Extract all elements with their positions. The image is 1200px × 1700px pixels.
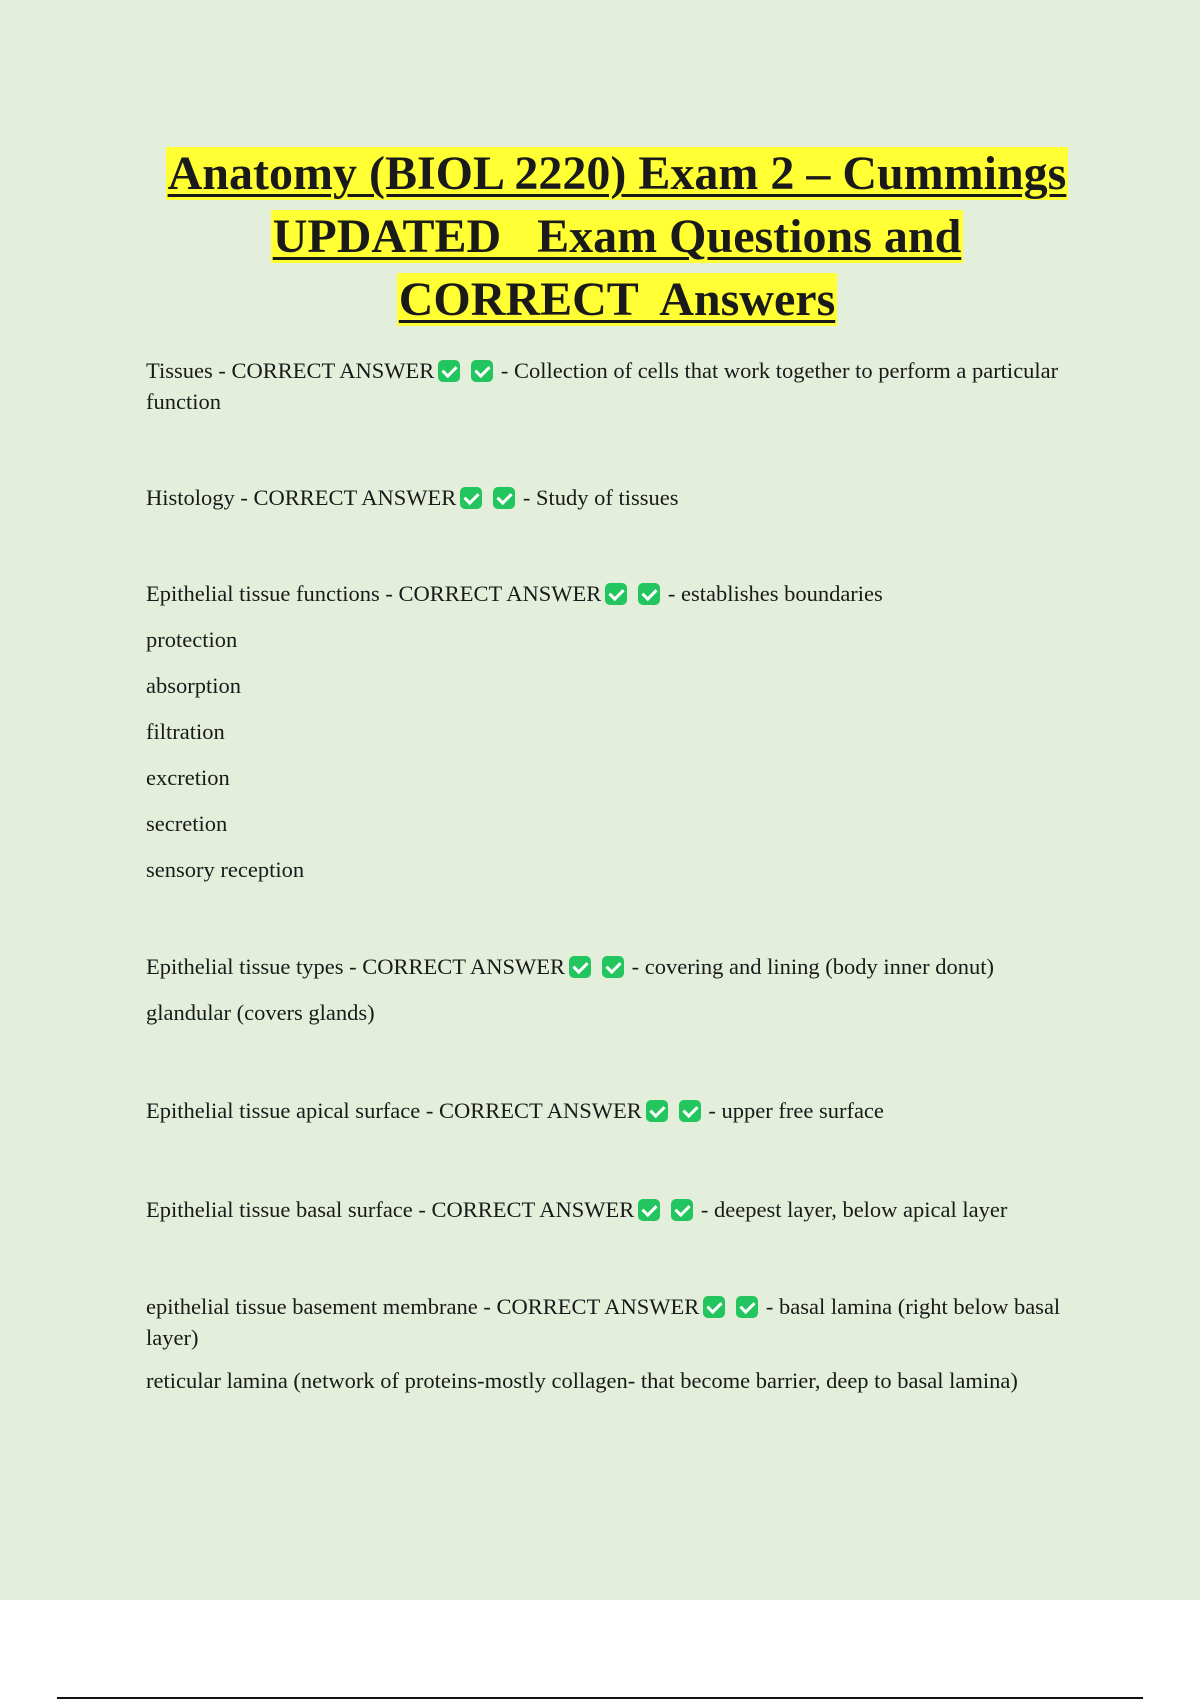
answer-extra-line: protection xyxy=(146,627,238,652)
answer-extra-line: glandular (covers glands) xyxy=(146,1000,375,1025)
question-term: Tissues xyxy=(146,358,213,383)
check-mark-icon xyxy=(671,1199,693,1221)
answer-marker: CORRECT ANSWER xyxy=(253,485,457,510)
answer-text: establishes boundaries xyxy=(680,581,883,606)
answer-text: upper free surface xyxy=(721,1098,884,1123)
answer-extra-line: absorption xyxy=(146,673,241,698)
qa-entry-apical-surface xyxy=(146,1095,1096,1126)
check-mark-icon xyxy=(638,1199,660,1221)
answer-extra-line: sensory reception xyxy=(146,857,305,882)
answer-text: deepest layer, below apical layer xyxy=(714,1197,1008,1222)
answer-text: Collection of cells that work together to perform a particular function xyxy=(146,358,1059,414)
question-term: Histology xyxy=(146,485,235,510)
check-mark-icon xyxy=(736,1296,758,1318)
qa-entry-basal-surface xyxy=(146,1194,1096,1225)
answer-marker: CORRECT ANSWER xyxy=(398,581,602,606)
qa-entry-basement-membrane xyxy=(146,1291,1096,1396)
question-term: Epithelial tissue basal surface xyxy=(146,1197,413,1222)
qa-line: Epithelial tissue types - CORRECT ANSWER - covering and lining (body inner donut) xyxy=(146,954,995,979)
check-mark-icon xyxy=(602,956,624,978)
qa-entry-tissues xyxy=(146,355,1096,417)
answer-marker: CORRECT ANSWER xyxy=(231,358,435,383)
qa-line: Epithelial tissue basal surface - CORRECT ANSWER - deepest layer, below apical layer xyxy=(146,1197,1008,1222)
check-mark-icon xyxy=(646,1100,668,1122)
title-line: Anatomy (BIOL 2220) Exam 2 – Cummings xyxy=(167,147,1067,200)
answer-text: Study of tissues xyxy=(536,485,679,510)
check-mark-icon xyxy=(605,583,627,605)
question-term: epithelial tissue basement membrane xyxy=(146,1294,478,1319)
question-term: Epithelial tissue functions xyxy=(146,581,380,606)
answer-marker: CORRECT ANSWER xyxy=(496,1294,700,1319)
answer-text: covering and lining (body inner donut) xyxy=(644,954,995,979)
question-term: Epithelial tissue types xyxy=(146,954,344,979)
qa-line: Tissues - CORRECT ANSWER - Collection of cells that work together to perform a particular function xyxy=(146,358,1059,414)
title-line: CORRECT Answers xyxy=(398,273,836,326)
document-title xyxy=(0,142,1200,331)
check-mark-icon xyxy=(638,583,660,605)
check-mark-icon xyxy=(679,1100,701,1122)
answer-extra-line: excretion xyxy=(146,765,230,790)
answer-text: basal lamina (right below basal layer) xyxy=(146,1294,1061,1350)
qa-line: Epithelial tissue apical surface - CORRECT ANSWER - upper free surface xyxy=(146,1098,884,1123)
check-mark-icon xyxy=(471,360,493,382)
answer-marker: CORRECT ANSWER xyxy=(431,1197,635,1222)
check-mark-icon xyxy=(569,956,591,978)
qa-line: Histology - CORRECT ANSWER - Study of tissues xyxy=(146,485,679,510)
question-term: Epithelial tissue apical surface xyxy=(146,1098,421,1123)
answer-marker: CORRECT ANSWER xyxy=(439,1098,642,1123)
footer-divider xyxy=(57,1697,1143,1699)
check-mark-icon xyxy=(438,360,460,382)
answer-extra-line: filtration xyxy=(146,719,225,744)
qa-entry-epithelial-types xyxy=(146,951,1096,1028)
check-mark-icon xyxy=(703,1296,725,1318)
answer-extra-line: reticular lamina (network of proteins-mostly collagen- that become barrier, deep to basal lamina) xyxy=(146,1368,1018,1393)
qa-entry-epithelial-functions xyxy=(146,578,1096,885)
title-line: UPDATED Exam Questions and xyxy=(272,210,962,263)
qa-entry-histology xyxy=(146,482,1096,513)
qa-line: epithelial tissue basement membrane - CORRECT ANSWER - basal lamina (right below basal layer) xyxy=(146,1294,1061,1350)
qa-line: Epithelial tissue functions - CORRECT ANSWER - establishes boundaries xyxy=(146,581,883,606)
check-mark-icon xyxy=(493,487,515,509)
answer-extra-line: secretion xyxy=(146,811,228,836)
check-mark-icon xyxy=(460,487,482,509)
answer-marker: CORRECT ANSWER xyxy=(362,954,565,979)
